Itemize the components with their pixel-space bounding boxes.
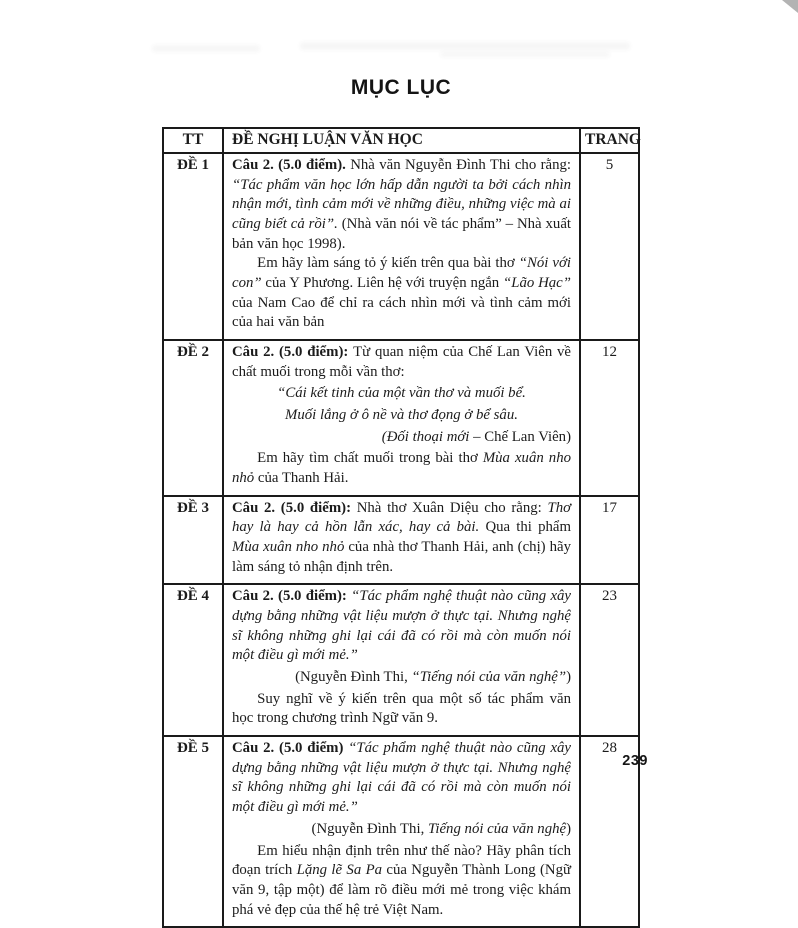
header-tt: TT [163, 128, 223, 153]
paragraph [232, 668, 571, 688]
paragraph [232, 449, 571, 488]
content-cell [223, 496, 580, 585]
text-run: “Nói với con” [232, 255, 571, 292]
paragraph [232, 254, 571, 333]
page-corner-shadow [782, 0, 798, 13]
text-run: “Tiếng nói của văn nghệ” [411, 669, 567, 686]
page-ref-cell: 12 [580, 340, 639, 496]
text-run: Câu 2. (5.0 điểm): [232, 344, 354, 361]
text-run: “Tác phẩm văn học lớn hấp dẫn người ta bởi cách nhìn nhận mới, tình cảm mới về những điều, những việc mà ai cũng biết cả rồi”. [232, 176, 571, 233]
text-run: “Tác phẩm nghệ thuật nào cũng xây dựng bằng những vật liệu mượn ở thực tại. Nhưng nghệ sĩ không những ghi lại cái đã có rồi mà còn muốn nói một điều gì mới mẻ.” [232, 588, 571, 664]
bleed-through-smudge [152, 45, 260, 52]
text-run: Mùa xuân nho nhỏ [232, 450, 571, 487]
text-run: Câu 2. (5.0 điểm): [232, 588, 352, 605]
text-run: (Nguyễn Đình Thi, [311, 820, 428, 837]
text-run: của Y Phương. Liên hệ với truyện ngắn [261, 275, 504, 292]
bleed-through-smudge [300, 42, 630, 50]
table-header-row [163, 128, 639, 153]
header-page: TRANG [580, 128, 639, 153]
paragraph [232, 406, 571, 426]
content-cell [223, 340, 580, 496]
table-row [163, 153, 639, 340]
bleed-through-smudge [440, 52, 610, 57]
table-row [163, 496, 639, 585]
text-run: – Chế Lan Viên) [469, 428, 571, 445]
text-run: Thơ hay là hay cả hồn lẫn xác, hay cả bài. [232, 499, 571, 536]
paragraph [232, 842, 571, 921]
paragraph [232, 156, 571, 254]
page-ref-cell: 5 [580, 153, 639, 340]
row-id-cell: ĐỀ 3 [163, 496, 223, 585]
text-run: Mùa xuân nho nhỏ [232, 539, 345, 556]
page-title: MỤC LỤC [350, 76, 452, 99]
row-id-cell: ĐỀ 2 [163, 340, 223, 496]
page-ref-cell: 28 [580, 736, 639, 927]
text-run: của nhà thơ Thanh Hải, anh (chị) hãy làm sáng tỏ nhận định trên. [232, 539, 571, 575]
text-run: Em hãy làm sáng tỏ ý kiến trên qua bài thơ [257, 255, 519, 272]
paragraph [232, 428, 571, 448]
text-run: Muối lắng ở ô nề và thơ đọng ở bể sâu. [285, 407, 518, 424]
text-run: ) [566, 820, 571, 837]
table-row [163, 340, 639, 496]
paragraph [232, 739, 571, 818]
table-row [163, 584, 639, 736]
page-content [162, 76, 640, 928]
paragraph [232, 499, 571, 578]
text-run: “Cái kết tinh của một vần thơ và muối bể. [277, 385, 526, 402]
content-cell [223, 153, 580, 340]
text-run: Nhà văn Nguyễn Đình Thi cho rằng: [350, 157, 571, 173]
text-run: Qua thi phẩm [479, 519, 571, 536]
text-run: ) [566, 669, 571, 686]
text-run: của Thanh Hải. [254, 470, 349, 487]
row-id-cell: ĐỀ 1 [163, 153, 223, 340]
contents-table [162, 127, 640, 928]
page-ref-cell: 17 [580, 496, 639, 585]
paragraph [232, 820, 571, 840]
text-run: Em hiểu nhận định trên như thế nào? Hãy phân tích đoạn trích [232, 842, 571, 879]
text-run: Câu 2. (5.0 điểm). [232, 157, 351, 173]
paragraph [232, 384, 571, 404]
text-run: (Đối thoại mới [381, 428, 470, 445]
row-id-cell: ĐỀ 4 [163, 584, 223, 736]
content-cell [223, 584, 580, 736]
paragraph [232, 343, 571, 382]
text-run: của Nguyễn Thành Long (Ngữ văn 9, tập một) để làm rõ điều mới mẻ trong việc khám phá vẻ đẹp của thế hệ trẻ Việt Nam. [232, 862, 572, 918]
text-run: Tiếng nói của văn nghệ [427, 820, 567, 837]
page-ref-cell: 23 [580, 584, 639, 736]
text-run: Từ quan niệm của Chế Lan Viên về chất muối trong mỗi vần thơ: [232, 344, 571, 380]
text-run: (Nhà văn nói về tác phẩm” – Nhà xuất bản văn học 1998). [232, 216, 571, 252]
paragraph [232, 690, 571, 729]
row-id-cell: ĐỀ 5 [163, 736, 223, 927]
text-run: Nhà thơ Xuân Diệu cho rằng: [356, 499, 548, 516]
text-run: “Tác phẩm nghệ thuật nào cũng xây dựng bằng những vật liệu mượn ở thực tại. Nhưng nghệ sĩ không những ghi lại cái đã có rồi mà còn muốn nói một điều gì mới mẻ.” [232, 740, 571, 816]
header-topic: ĐỀ NGHỊ LUẬN VĂN HỌC [223, 128, 580, 153]
text-run: Câu 2. (5.0 điểm): [232, 499, 357, 516]
text-run: (Nguyễn Đình Thi, [295, 669, 412, 686]
text-run: của Nam Cao để chỉ ra cách nhìn mới và tình cảm mới của hai văn bản [232, 294, 571, 331]
text-run: “Lão Hạc” [503, 275, 571, 292]
text-run: Em hãy tìm chất muối trong bài thơ [257, 450, 483, 467]
table-body [163, 153, 639, 927]
page-number: 239 [622, 753, 648, 769]
text-run: Câu 2. (5.0 điểm) [232, 740, 349, 757]
text-run: Lặng lẽ Sa Pa [296, 862, 383, 879]
paragraph [232, 587, 571, 666]
text-run: Suy nghĩ về ý kiến trên qua một số tác phẩm văn học trong chương trình Ngữ văn 9. [232, 690, 571, 727]
